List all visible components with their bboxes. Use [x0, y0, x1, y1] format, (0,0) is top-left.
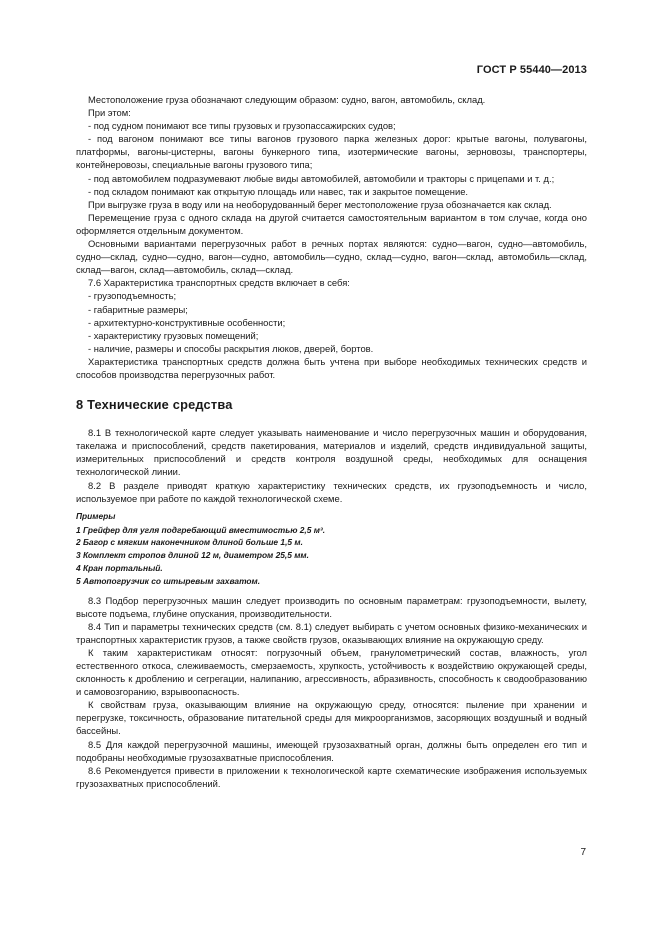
list-item: - под складом понимают как открытую площадь или навес, так и закрытое помещение. — [88, 185, 469, 197]
paragraph: При этом: — [88, 107, 131, 119]
page-number: 7 — [580, 847, 586, 858]
example-item: 5 Автопогрузчик со штыревым захватом. — [76, 575, 261, 586]
paragraph: Местоположение груза обозначают следующим образом: судно, вагон, автомобиль, склад. — [88, 94, 486, 105]
list-item: - под вагоном понимают все типы вагонов грузового парка железных дорог: крытые вагоны, полувагоны, платформы, вагоны-цистерны, вагоны бункерного типа, изотермические вагоны, зерновозы, транспортеры, контейнеровозы, специальные вагоны грузового типа; — [76, 133, 587, 171]
list-item: - грузоподъемность; — [88, 290, 177, 302]
example-item: 4 Кран портальный. — [76, 562, 163, 573]
list-item: - габаритные размеры; — [88, 303, 188, 315]
example-item: 2 Багор с мягким наконечником длиной больше 1,5 м. — [76, 537, 303, 548]
paragraph: Перемещение груза с одного склада на другой считается самостоятельным вариантом в том случае, когда оно оформляется отдельным документом. — [76, 211, 587, 236]
page-body — [76, 93, 587, 790]
clause-8-3: 8.3 Подбор перегрузочных машин следует производить по основным параметрам: грузоподъемности, вылету, высоте подъема, глубине опускания, производительности. — [76, 594, 587, 619]
list-item: - архитектурно-конструктивные особенности; — [88, 316, 286, 328]
clause-8-6: 8.6 Рекомендуется привести в приложении к технологической карте схематические изображения используемых грузозахватных приспособлений. — [76, 764, 587, 789]
list-item: - характеристику грузовых помещений; — [88, 329, 259, 341]
clause-8-4: 8.4 Тип и параметры технических средств (см. 8.1) следует выбирать с учетом основных физико-механических и транспортных характеристик грузов, а также свойств грузов, оказывающих влияние на окружающую среду. — [76, 620, 587, 645]
list-item: - наличие, размеры и способы раскрытия люков, дверей, бортов. — [88, 342, 374, 354]
clause-8-2: 8.2 В разделе приводят краткую характеристику технических средств, их грузоподъемность и число, используемое при работе по каждой технологической схеме. — [76, 479, 587, 504]
example-item: 1 Грейфер для угля подгребающий вместимостью 2,5 м³. — [76, 524, 326, 535]
paragraph: При выгрузке груза в воду или на необорудованный берег местоположение груза обозначается как склад. — [88, 198, 552, 210]
section-heading: 8 Технические средства — [76, 397, 233, 413]
clause-7-6: 7.6 Характеристика транспортных средств включает в себя: — [88, 277, 350, 289]
list-item: - под судном понимают все типы грузовых и грузопассажирских судов; — [88, 120, 396, 132]
paragraph: К таким характеристикам относят: погрузочный объем, гранулометрический состав, влажность, угол естественного откоса, слеживаемость, смерзаемость, хрупкость, устойчивость к воздействию окружающей среды, склонность к дроблению и сегрегации, налипанию, агрессивность, абразивность, способность к сводообразованию и самовозгоранию, взрывоопасность. — [76, 646, 587, 698]
paragraph: К свойствам груза, оказывающим влияние на окружающую среду, относятся: пыление при хранении и перегрузке, токсичность, образование питательной среды для микроорганизмов, засоряющих воздушный и водный бассейны. — [76, 699, 587, 737]
paragraph: Характеристика транспортных средств должна быть учтена при выборе необходимых технических средств и способов производства перегрузочных работ. — [76, 355, 587, 380]
clause-8-1: 8.1 В технологической карте следует указывать наименование и число перегрузочных машин и оборудования, такелажа и приспособлений, средств пакетирования, материалов и изделий, средств индивидуальной защиты, измерительных приспособлений и средств контроля воздушной среды, необходимых для оснащения технологической линии. — [76, 427, 587, 478]
example-item: 3 Комплект стропов длиной 12 м, диаметром 25,5 мм. — [76, 550, 309, 561]
paragraph: Основными вариантами перегрузочных работ в речных портах являются: судно—вагон, судно—автомобиль, судно—склад, судно—судно, вагон—судно, автомобиль—судно, склад—судно, вагон—склад, автомобиль—склад, склад—вагон, склад—автомобиль, склад—склад. — [76, 238, 587, 276]
examples-title: Примеры — [76, 510, 116, 521]
examples-block — [76, 510, 587, 588]
list-item: - под автомобилем подразумевают любые виды автомобилей, автомобили и тракторы с прицепами и т. д.; — [88, 172, 555, 184]
clause-8-5: 8.5 Для каждой перегрузочной машины, имеющей грузозахватный орган, должны быть определен его тип и подобраны необходимые грузозахватные приспособления. — [76, 738, 587, 763]
document-code: ГОСТ Р 55440—2013 — [476, 64, 587, 76]
